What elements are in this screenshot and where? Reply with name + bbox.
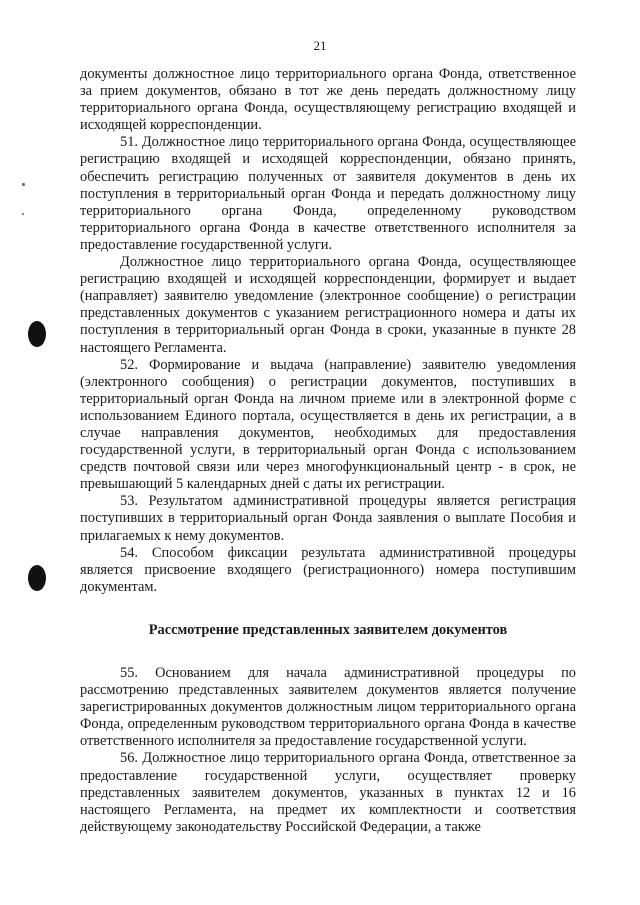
paragraph-51-notice: Должностное лицо территориального органа Фонда, осуществляющее регистрацию входящей и исходящей корреспонденции, формирует и выдает (направляет) заявителю уведомление (электронное сообщение) о регистрации представленных документов с указанием регистрационного номера и даты их поступления в территориальный орган Фонда в сроки, указанные в пункте 28 настоящего Регламента. [80,254,576,356]
paragraph-54: 54. Способом фиксации результата административной процедуры является присвоение входящего (регистрационного) номера поступившим документам. [80,544,576,595]
paragraph-53: 53. Результатом административной процедуры является регистрация поступивших в территориальный орган Фонда заявления о выплате Пособия и прилагаемых к нему документов. [80,493,576,544]
paragraph-52: 52. Формирование и выдача (направление) заявителю уведомления (электронного сообщения) о регистрации документов, поступивших в территориальный орган Фонда на личном приеме или в электронной форме с использованием Единого портала, осуществляется в день их регистрации, а в случае направления документов, необходимых для предоставления государственной услуги, в территориальный орган Фонда с использованием средств почтовой связи или через многофункциональный центр - в срок, не превышающий 5 календарных дней с даты их регистрации. [80,356,576,493]
binder-hole-mark [28,321,46,347]
scan-speck [22,213,24,215]
paragraph-continuation: документы должностное лицо территориального органа Фонда, ответственное за прием документов, обязано в тот же день передать должностному лицу территориального органа Фонда, осуществляющему регистрацию входящей и исходящей корреспонденции. [80,66,576,134]
document-body [80,66,576,836]
binder-hole-mark [28,565,46,591]
paragraph-55: 55. Основанием для начала административной процедуры по рассмотрению представленных заявителем документов является получение зарегистрированных документов должностным лицом территориального органа Фонда, определенным руководством территориального органа Фонда в качестве ответственного исполнителя за предоставление государственной услуги. [80,665,576,750]
section-heading: Рассмотрение представленных заявителем документов [148,621,508,638]
paragraph-51: 51. Должностное лицо территориального органа Фонда, осуществляющее регистрацию входящей и исходящей корреспонденции, обязано принять, обеспечить регистрацию полученных от заявителя документов в день их поступления в территориальный орган Фонда и передать должностному лицу территориального органа Фонда, определенному руководством территориального органа Фонда в качестве ответственного исполнителя за предоставление государственной услуги. [80,134,576,253]
page-number: 21 [313,38,327,53]
scan-speck [22,183,25,186]
paragraph-56: 56. Должностное лицо территориального органа Фонда, ответственное за предоставление государственной услуги, осуществляет проверку представленных заявителем документов, указанных в пунктах 12 и 16 настоящего Регламента, на предмет их комплектности и соответствия действующему законодательству Российской Федерации, а также [80,750,576,835]
